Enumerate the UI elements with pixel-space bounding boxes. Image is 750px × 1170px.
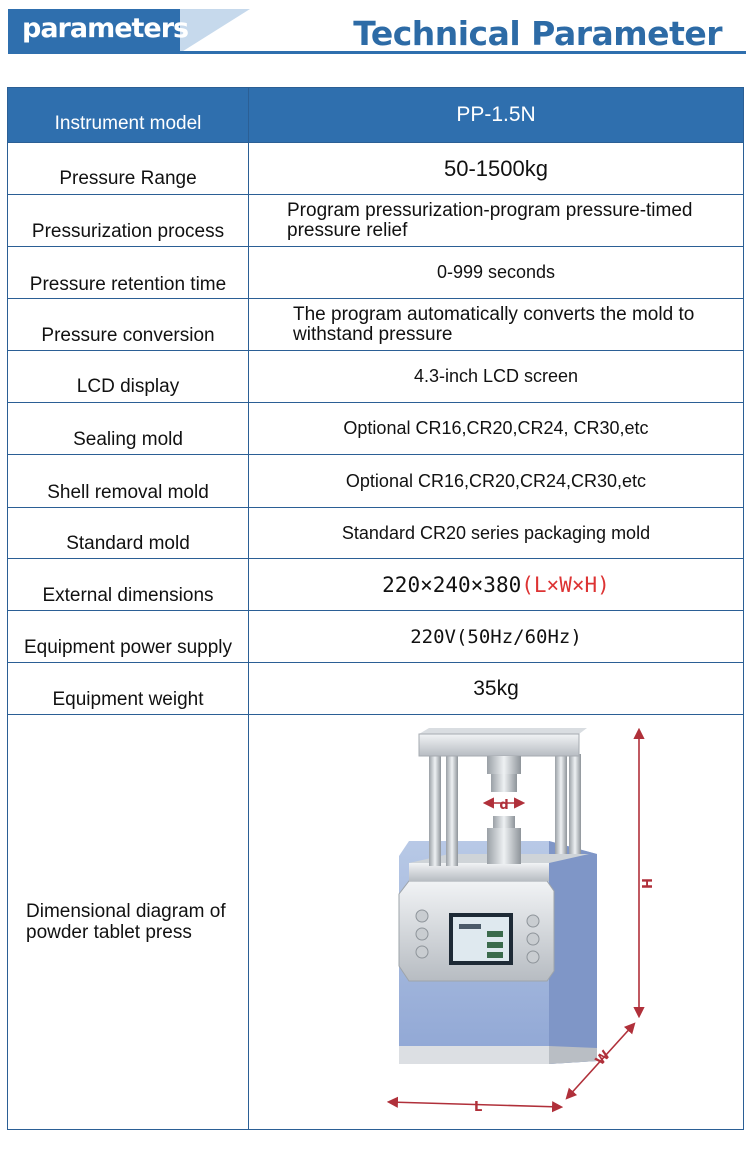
row-label: Pressure retention time <box>29 273 227 295</box>
panel-button <box>527 915 539 927</box>
row-label: Sealing mold <box>73 428 183 450</box>
row-label: Equipment power supply <box>23 636 233 658</box>
tablet-press-diagram <box>249 716 744 1129</box>
table-row <box>8 247 744 299</box>
row-value: 0-999 seconds <box>436 262 556 282</box>
diagram-row-label: Dimensional diagram of powder tablet press <box>26 901 226 943</box>
panel-button <box>416 910 428 922</box>
page-title: Technical Parameter <box>353 14 722 53</box>
table-header-row <box>8 88 744 143</box>
dimension-x: × <box>546 572 560 597</box>
dimension-close-paren: ) <box>597 572 610 597</box>
dimension-numbers: 220×240×380 <box>382 572 522 597</box>
dimension-d-label: d <box>499 797 509 813</box>
table-row <box>8 611 744 663</box>
dimension-x: × <box>571 572 585 597</box>
dimension-l: L <box>533 572 547 597</box>
row-label: LCD display <box>76 375 180 397</box>
table-row-diagram <box>8 715 744 1130</box>
table-row <box>8 403 744 455</box>
row-label: Pressure conversion <box>41 324 215 346</box>
table-row <box>8 508 744 559</box>
instrument-model-value: PP-1.5N <box>456 103 536 126</box>
dimension-w-label: W <box>592 1047 614 1069</box>
header-label-cell <box>8 88 249 143</box>
panel-button <box>527 933 539 945</box>
table-row <box>8 351 744 403</box>
panel-button <box>527 951 539 963</box>
table-row <box>8 195 744 247</box>
table-row <box>8 559 744 611</box>
row-value: Optional CR16,CR20,CR24,CR30,etc <box>345 470 647 491</box>
row-value: Standard CR20 series packaging mold <box>341 522 651 543</box>
row-value: 220V(50Hz/60Hz) <box>410 625 582 648</box>
dimension-w: W <box>559 572 572 597</box>
control-panel <box>399 881 554 981</box>
row-value: 50-1500kg <box>444 155 548 181</box>
panel-button <box>416 946 428 958</box>
row-value: Optional CR16,CR20,CR24, CR30,etc <box>343 418 649 438</box>
header-value-cell <box>249 88 744 143</box>
dimension-h-label: H <box>638 877 653 889</box>
row-value: 35kg <box>473 676 519 700</box>
table-row <box>8 299 744 351</box>
top-cross-plate <box>419 728 587 756</box>
row-value: 4.3-inch LCD screen <box>413 366 579 386</box>
table-row <box>8 143 744 195</box>
row-label: Pressurization process <box>31 220 225 242</box>
table-row <box>8 455 744 508</box>
diagram-cell <box>249 715 744 1130</box>
row-label: Pressure Range <box>59 167 197 189</box>
section-badge-label: parameters <box>22 13 189 44</box>
dimension-h: H <box>584 572 598 597</box>
external-dimensions-value <box>249 573 743 597</box>
dimension-l-label: L <box>474 1099 483 1115</box>
row-label: Shell removal mold <box>47 482 209 503</box>
row-value: The program automatically converts the mold to withstand pressure <box>293 303 695 345</box>
row-value: Program pressurization-program pressure-timed pressure relief <box>287 199 693 241</box>
page-header <box>0 0 750 60</box>
panel-button <box>416 928 428 940</box>
parameter-table <box>7 87 744 1130</box>
table-row <box>8 663 744 715</box>
badge-slope-decoration <box>180 9 250 53</box>
dimension-open-paren: ( <box>521 572 534 597</box>
upper-punch <box>487 756 521 792</box>
row-label: Standard mold <box>66 533 190 554</box>
instrument-model-label: Instrument model <box>54 113 202 134</box>
lower-punch <box>487 816 521 864</box>
row-label: External dimensions <box>42 584 214 606</box>
row-label: Equipment weight <box>52 688 204 710</box>
